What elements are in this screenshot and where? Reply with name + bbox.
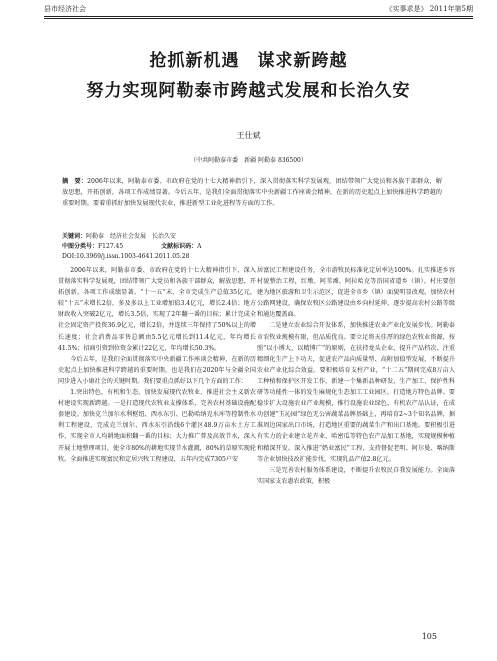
keywords-text: 阿勒泰 经济社会发展 长治久安 bbox=[86, 233, 177, 240]
clc-label: 中图分类号： bbox=[62, 243, 99, 250]
abstract bbox=[62, 176, 442, 209]
paragraph: 三是完善农村服务体系建设，不断提升农牧民自我发展能力。全面落实国家支农惠农政策，积极 bbox=[257, 466, 455, 485]
doc-code-label: 文献标识码： bbox=[161, 243, 198, 250]
doi: DOI:10.3969/j.issn.1003-4641.2011.05.28 bbox=[62, 253, 190, 260]
keywords-label: 关键词： bbox=[62, 233, 87, 240]
article-title-line2: 努力实现阿勒泰市跨越式发展和长治久安 bbox=[86, 81, 411, 101]
header-rule bbox=[44, 16, 473, 17]
clc-value: F127.45 bbox=[98, 243, 124, 250]
keywords bbox=[62, 232, 176, 241]
body-column-right bbox=[257, 265, 455, 487]
author-affiliation: （中共阿勒泰市委 新疆 阿勒泰 836500） bbox=[190, 157, 307, 164]
running-header-left: 县市经济社会 bbox=[44, 5, 86, 13]
paragraph: 二是建立农业综合开发体系，加快推进农业产业化发展步伐。阿勒泰市农牧业规模有限，但品质优良。要立足将天佳厚的绿色农牧业资源，按照“以小博大，以精博广”的原则，在扶持龙头企业、提升产品档次、注重精细化生产上下功夫，促进农产品向质量型、高附加值型发展，不断提升农业产业化综合效益。要积极培育支柱产业，“十二五”期间完成8万亩人工种植和保护区开发工作，新建一个集新品种研发、生产加工、保护性科研等功能性一体的发生麻规化生态加工工业园区，打造地方特色品牌。要稳步扩大设施农业产业规模，推行设施农业绿色、有机农产品认证，在成功创建“玉沁园”绿色无公害蔬菜品牌基础上，再培育2~3个知名品牌，据准周边国家出口市场，打造地区重要的蔬菜生产和出口基地。要积极引进有实力的企业建立花卉业、哈密瓜等特色农产品加工基地，实现规模种植和精深开发。深入推进“奶业富民”工程，支持督促老明、阿尔曼、喀纳斯等企业加快技改扩能步伐，实现乳品产值2.8亿元。 bbox=[257, 322, 455, 463]
author-name: 王仕斌 bbox=[236, 131, 261, 140]
paragraph: 今后五年，是我们全面贯彻落实中央新疆工作座谈会精神，在新的历史起点上加快推进科学跨越的重要时期，也是我们在2020年与全疆全国同步进入小康社会的关键时期。我们要重点抓好以下几个方面的工作： bbox=[58, 355, 256, 385]
article-title-line1: 抢抓新机遇 谋求新跨越 bbox=[149, 51, 348, 71]
classification-row bbox=[62, 242, 262, 251]
running-header-right: 《实事求是》 2011年第5期 bbox=[385, 5, 473, 13]
body-column-left bbox=[58, 265, 256, 465]
paragraph: 2006年以来，阿勒泰市委、市政府在党的十七大精神指引下，深入贯彻落实科学发展观，团结带领广大党员和各族干部群众，解放思想，开拓创新，各项工作成绩显著。“十一五”末，全市完成生产总值35亿元，较“十五”末增长2倍，多及多以上工业增加值3.4亿元，增长2.4倍；地方财政收入突破2亿元，增长3.5倍，实现了2年翻一番的目标；累计完成全社会固定资产投资36.9亿元，增长2倍，并连续三年保持了50%以上的增长速度；社会消费品零售总额由5.5亿元增长到11.4亿元，年均增长41.5%；招商引资到位资金累计22亿元，年均增长50.3%。 bbox=[58, 267, 256, 352]
doc-code-value: A bbox=[197, 243, 202, 250]
paragraph: 1.突出特色，有机和生态，加快发展现代农牧业，推进社会主义新农村建设实现新跨越。一是打造现代农牧业支撑体系，完善农村基础设施配套建设。加快克兰加尔水利枢纽、西水东引、巴勒哈纳克水库等控制性水利工程建设，完成克兰加尔、西水东引沿线6个灌区48.9万亩水土方工作，实现全市人均耕地面积翻一番的目标；大力推广普及高效节水，深入开展土地整理项目，使全市80%的耕地实现节水灌溉，80%的草原实现轮牧。全面推进实现富民和定居兴牧工程建设，五年内完成7305户安 bbox=[58, 389, 256, 463]
header-rule-double bbox=[44, 18, 473, 19]
abstract-label: 摘 要： bbox=[62, 178, 88, 185]
page-number: 105 bbox=[421, 632, 437, 641]
paragraph: 居富民工程建设任务，全市游牧民标准化定居率达100%。扎实推进乡容村貌整治工程，红墩、阿苇滩、阿拉哈克等沿国省道乡（镇）、村庄要创建为地区旅游和卫生示范区，促进全市乡（镇）面貌明显改观。加快农村公路网建设，确保农牧区公路建设由乡向村延伸，逐步提高农村公路等级和通达覆盖面。 bbox=[257, 267, 455, 319]
abstract-text: 2006年以来，阿勒泰市委、市政府在党的十七大精神指引下，深入贯彻落实科学发展观，团结带领广大党员和各族干部群众，解放思想，开拓创新，各项工作成绩显著。今后五年，是我们全面贯彻落实中央新疆工作座谈会精神，在新的历史起点上加快推进科学跨越的重要时期。要着重抓好加快发展现代农业，推进新型工业化进程等方面的工作。 bbox=[62, 178, 442, 207]
